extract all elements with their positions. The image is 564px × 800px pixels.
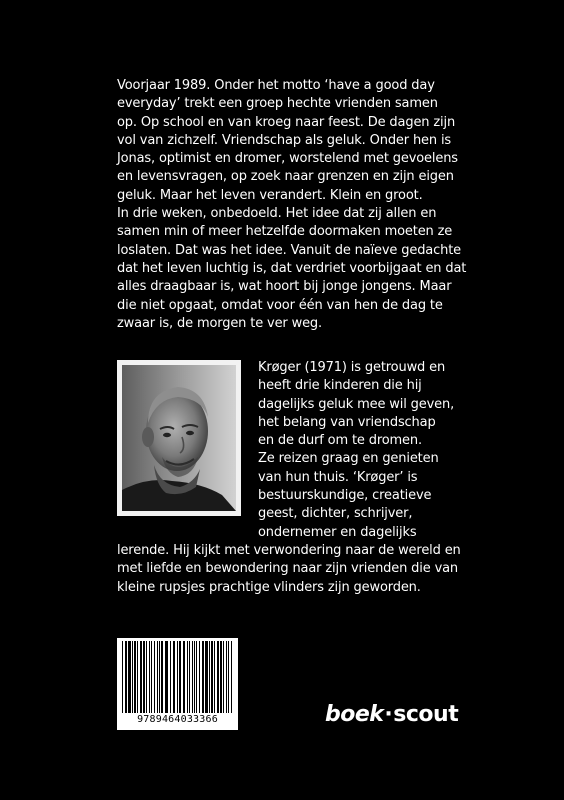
blurb-line: op. Op school en van kroeg naar feest. De dagen zijn [117,114,456,130]
blurb-line: Jonas, optimist en dromer, worstelend met gevoelens [117,151,458,167]
bio-line: ondernemer en dagelijks [258,524,417,540]
bio-line: dagelijks geluk mee wil geven, [258,396,455,412]
blurb-line: loslaten. Dat was het idee. Vanuit de naïeve gedachte [117,242,462,258]
blurb-line: dat het leven luchtig is, dat verdriet voorbijgaat en dat [117,260,467,276]
barcode-bar [122,641,123,713]
barcode-bar [157,641,158,713]
barcode-bar [173,641,175,713]
bio-line: kleine rupsjes prachtige vlinders zijn geworden. [117,579,421,595]
barcode-bar [189,641,190,713]
blurb-line: In drie weken, onbedoeld. Het idee dat zij allen en [117,206,437,222]
blurb-line: zwaar is, de morgen te ver weg. [117,315,323,331]
blurb-line: en levensvragen, op zoek naar grenzen en zijn eigen [117,169,454,185]
blurb-line: vol van zichzelf. Vriendschap als geluk. Onder hen is [117,132,452,148]
bio-line: en de durf om te dromen. [258,433,422,449]
blurb-line: geluk. Maar het leven verandert. Klein en groot. [117,187,423,203]
barcode-bar [159,641,160,713]
publisher-logo-dot: · [384,702,393,727]
blurb-line: alles draagbaar is, wat hoort bij jonge jongens. Maar [117,279,452,295]
isbn-barcode [117,638,238,730]
barcode-bar [170,641,171,713]
publisher-logo-part1: boek [325,702,384,727]
bio-line: bestuurskundige, creatieve [258,488,432,504]
bio-line: Ze reizen graag en genieten [258,451,439,467]
bio-line: Krøger (1971) is getrouwd en [258,360,446,375]
barcode-bar [214,641,215,713]
barcode-bar [202,641,204,713]
barcode-bar [161,641,163,713]
bio-line: heeft drie kinderen die hij [258,378,422,394]
blurb-line: Voorjaar 1989. Onder het motto ‘have a good day [117,78,435,93]
barcode-bar [154,641,155,713]
barcode-bar [196,641,197,713]
barcode-bar [192,641,193,713]
publisher-logo-part2: scout [393,702,459,727]
barcode-bar [151,641,152,713]
blurb-line: die niet opgaat, omdat voor één van hen de dag te [117,297,443,313]
barcode-bar [231,641,232,713]
barcode-bar [205,641,208,713]
author-photo [117,360,241,516]
barcode-bar [228,641,229,713]
author-bio-right [258,359,458,542]
barcode-bar [125,641,127,713]
barcode-bars [120,641,235,713]
barcode-bar [128,641,131,713]
publisher-logo [325,702,458,727]
barcode-bar [140,641,142,713]
barcode-bar [223,641,224,713]
barcode-bar [194,641,195,713]
bio-line: van hun thuis. ‘Krøger’ is [258,469,418,485]
barcode-bar [179,641,181,713]
barcode-bar [149,641,150,713]
bio-line: met liefde en bewondering naar zijn vrienden die van [117,561,459,577]
bio-line: het belang van vriendschap [258,414,436,430]
barcode-bar [165,641,168,713]
bio-line: lerende. Hij kijkt met verwondering naar de wereld en [117,543,461,558]
barcode-bar [209,641,210,713]
barcode-bar [187,641,188,713]
barcode-bar [132,641,133,713]
bio-line: geest, dichter, schrijver, [258,506,413,522]
barcode-bar [220,641,222,713]
author-portrait-image [122,365,236,511]
isbn-number: 9789464033366 [137,714,218,725]
blurb-line: everyday’ trekt een groep hechte vrienden samen [117,96,438,112]
barcode-bar [177,641,178,713]
barcode-bar [211,641,213,713]
barcode-bar [146,641,147,713]
barcode-bar [137,641,138,713]
author-bio-bottom [117,542,461,597]
blurb-text [117,77,467,333]
barcode-bar [143,641,145,713]
barcode-bar [183,641,185,713]
barcode-bar [217,641,219,713]
blurb-line: samen min of meer hetzelfde doormaken moeten ze [117,224,453,240]
barcode-bar [199,641,200,713]
barcode-bar [226,641,227,713]
barcode-bar [134,641,136,713]
